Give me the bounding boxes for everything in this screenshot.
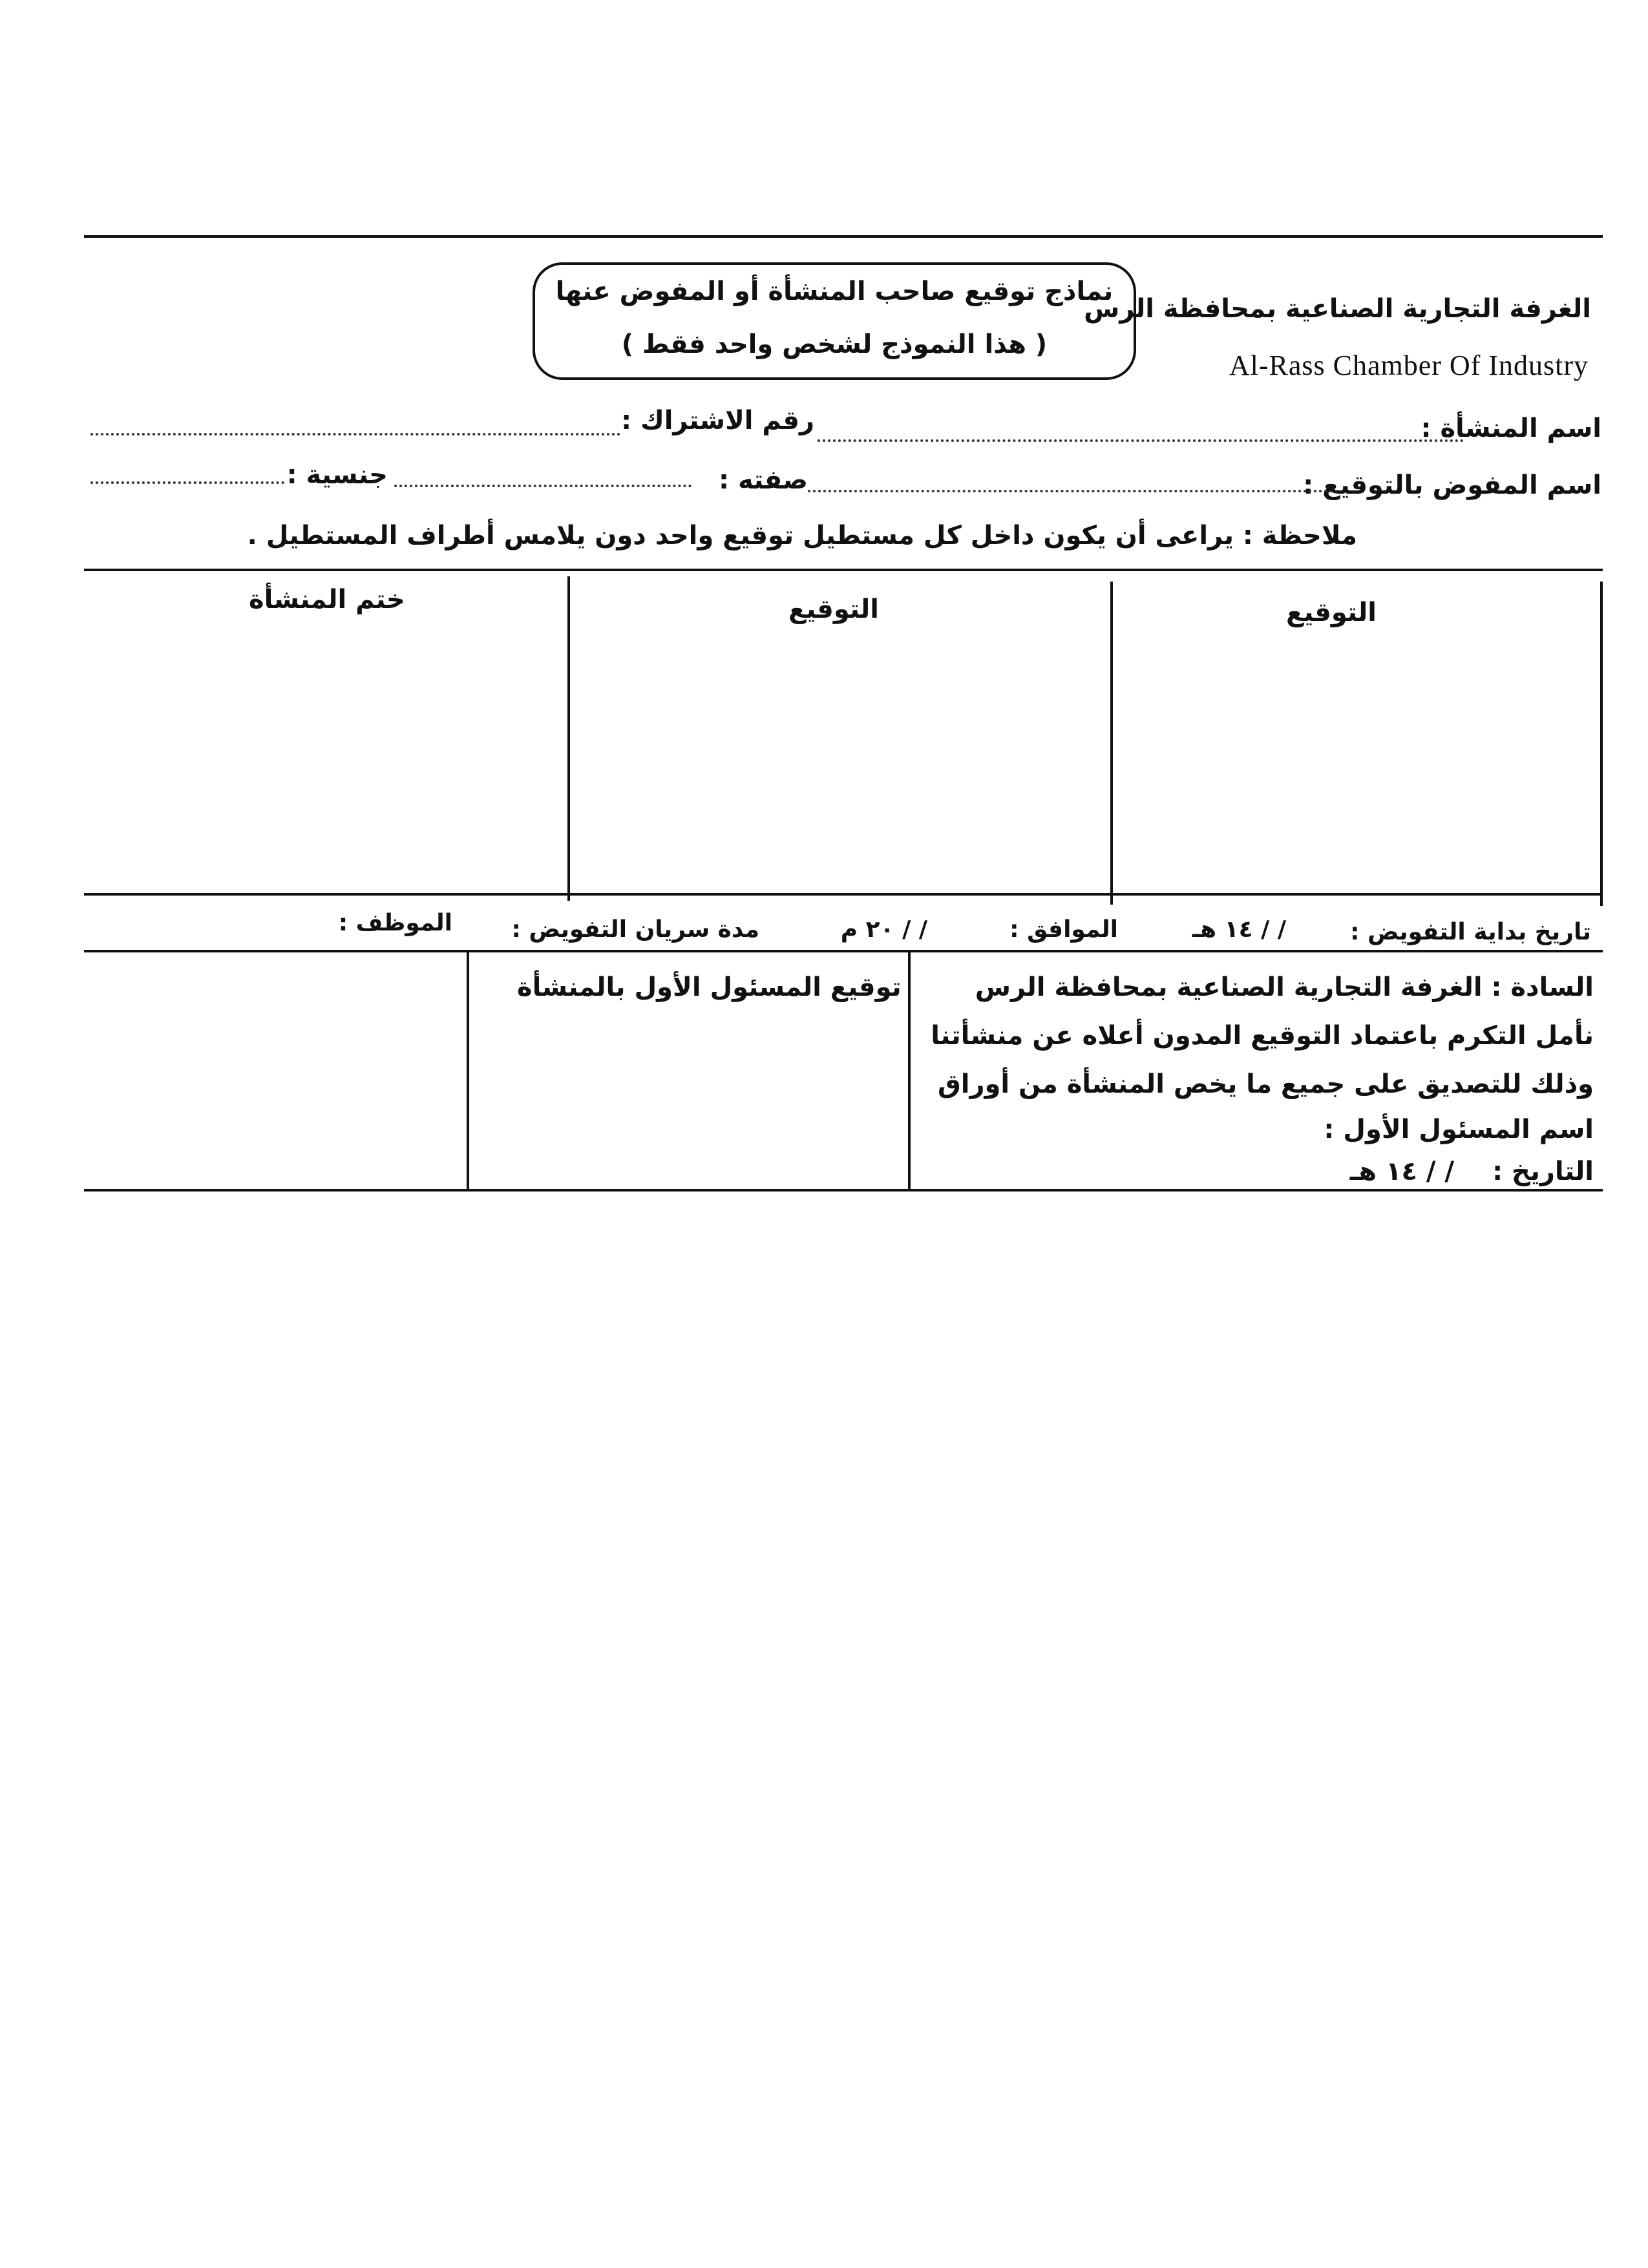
signature-box-1[interactable] bbox=[1113, 640, 1598, 888]
nationality-field[interactable] bbox=[90, 481, 284, 484]
note-text: ملاحظة : يراعى أن يكون داخل كل مستطيل توقيع واحد دون يلامس أطراف المستطيل . bbox=[247, 521, 1357, 551]
letter-recipient: السادة : الغرفة التجارية الصناعية بمحافظة الرس bbox=[975, 972, 1594, 1002]
authorized-signatory-label: اسم المفوض بالتوقيع : bbox=[1303, 470, 1601, 500]
chamber-name-arabic: الغرفة التجارية الصناعية بمحافظة الرس bbox=[1084, 294, 1591, 324]
bottom-section-top-border bbox=[84, 950, 1603, 952]
subscription-number-label: رقم الاشتراك : bbox=[621, 406, 814, 436]
authorized-signatory-field[interactable] bbox=[808, 490, 1338, 492]
first-official-signature-label: توقيع المسئول الأول بالمنشأة bbox=[517, 972, 902, 1002]
capacity-field[interactable] bbox=[394, 485, 692, 487]
signature-box-2[interactable] bbox=[570, 640, 1108, 888]
first-official-name-label: اسم المسئول الأول : bbox=[1324, 1115, 1594, 1144]
form-title-box bbox=[533, 262, 1136, 380]
chamber-name-english: Al-Rass Chamber Of Industry bbox=[1229, 350, 1589, 381]
first-official-signature-box[interactable] bbox=[469, 1014, 905, 1186]
signature-column-1-heading: التوقيع bbox=[1286, 598, 1377, 627]
form-title: نماذج توقيع صاحب المنشأة أو المفوض عنها bbox=[555, 277, 1114, 306]
top-border bbox=[84, 235, 1603, 238]
bottom-divider-right bbox=[908, 952, 911, 1189]
corresponding-date-label: الموافق : bbox=[1009, 916, 1118, 943]
corresponding-date-value[interactable]: / / ٢٠ م bbox=[840, 916, 927, 943]
employee-label: الموظف : bbox=[338, 910, 452, 936]
nationality-label: جنسية : bbox=[286, 460, 388, 490]
sig-table-right-border bbox=[1600, 582, 1603, 906]
auth-start-date-label: تاريخ بداية التفويض : bbox=[1350, 919, 1591, 945]
sig-table-bottom-border bbox=[84, 893, 1603, 896]
signature-column-2-heading: التوقيع bbox=[788, 594, 879, 624]
validity-period-label: مدة سريان التفويض : bbox=[511, 916, 759, 943]
letter-body-line1: نأمل التكرم باعتماد التوقيع المدون أعلاه عن منشأتنا bbox=[931, 1021, 1594, 1051]
bottom-section-bottom-border bbox=[84, 1189, 1603, 1192]
empty-left-box[interactable] bbox=[87, 955, 464, 1186]
capacity-label: صفته : bbox=[719, 465, 808, 495]
subscription-number-field[interactable] bbox=[90, 433, 620, 436]
letter-date-value[interactable]: / / ١٤ هـ bbox=[1349, 1157, 1454, 1186]
stamp-box[interactable] bbox=[87, 640, 565, 888]
auth-start-date-value[interactable]: / / ١٤ هـ bbox=[1192, 916, 1286, 943]
letter-date-label: التاريخ : bbox=[1492, 1157, 1594, 1186]
establishment-name-label: اسم المنشأة : bbox=[1421, 414, 1601, 443]
form-subtitle: ( هذا النموذج لشخص واحد فقط ) bbox=[621, 330, 1048, 359]
letter-body-line2: وذلك للتصديق على جميع ما يخص المنشأة من أوراق bbox=[938, 1069, 1594, 1099]
establishment-name-field[interactable] bbox=[818, 439, 1464, 442]
stamp-column-heading: ختم المنشأة bbox=[249, 585, 405, 614]
sig-table-top-border bbox=[84, 569, 1603, 571]
